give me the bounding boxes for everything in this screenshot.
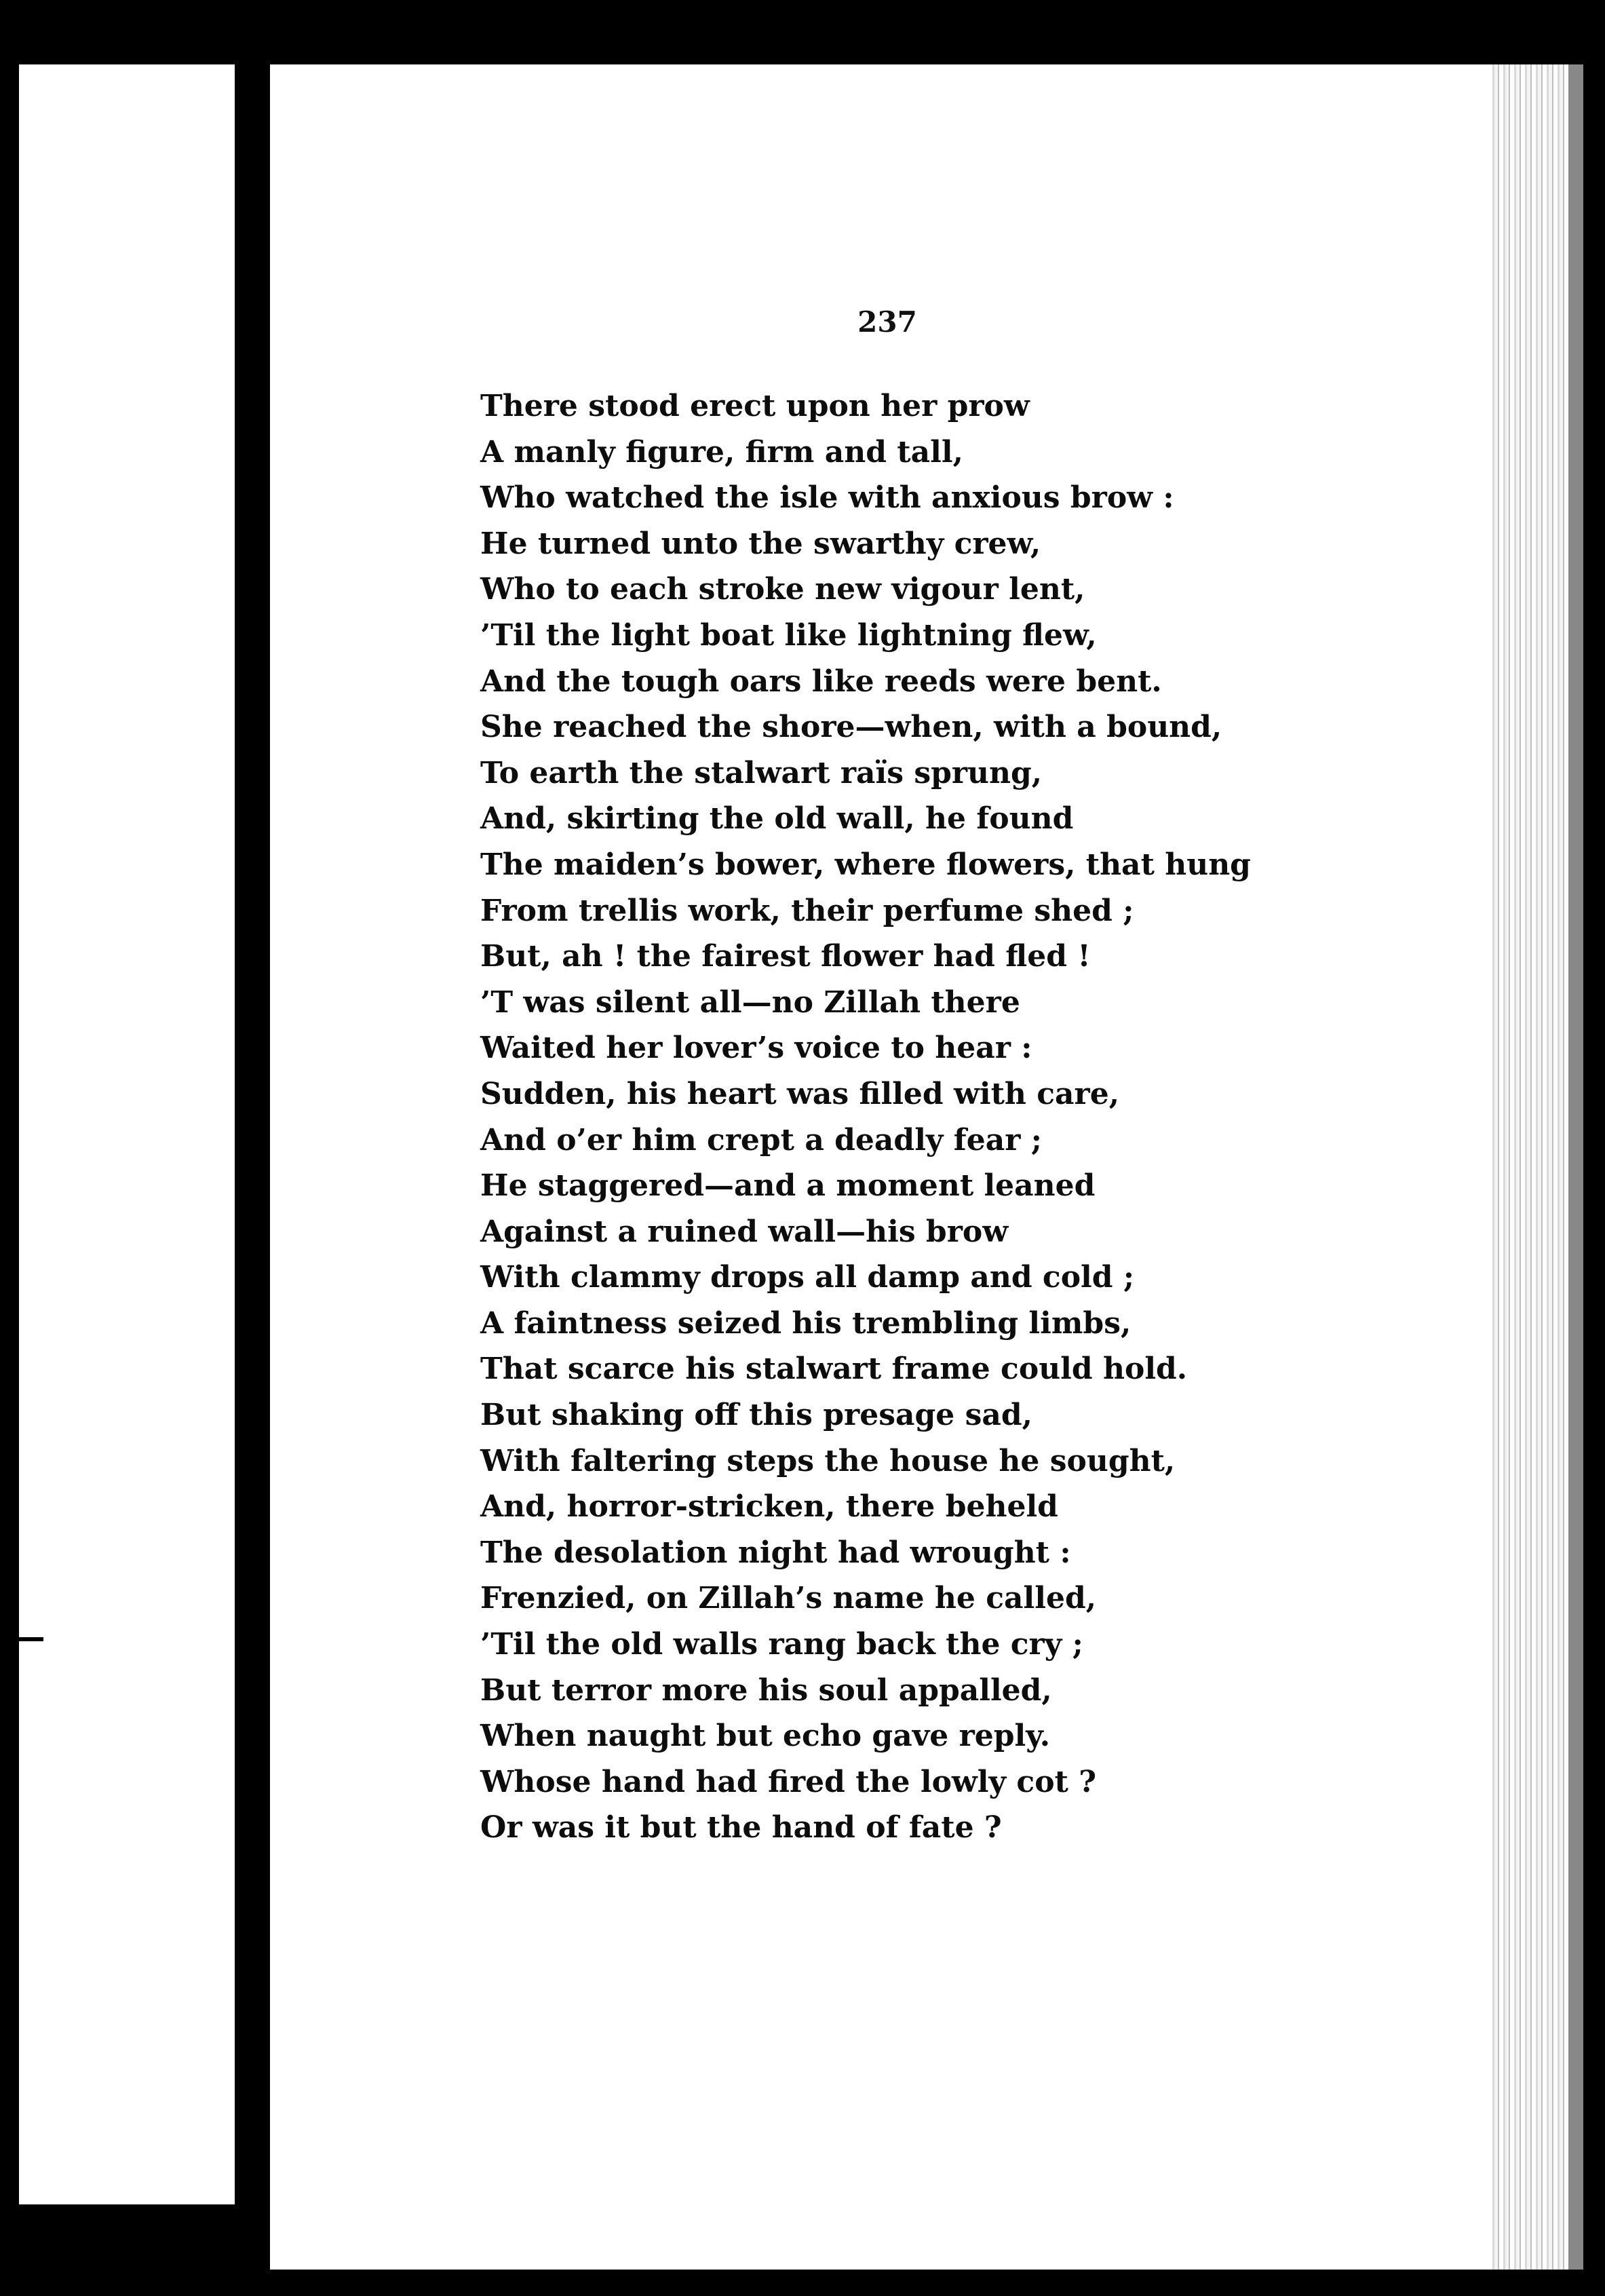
poem-line: To earth the stalwart raïs sprung, [480, 755, 1043, 790]
poem-line: ’Til the old walls rang back the cry ; [480, 1627, 1083, 1662]
poem-line: The desolation night had wrought : [480, 1535, 1071, 1570]
poem-line: From trellis work, their perfume shed ; [480, 893, 1134, 928]
poem-line: A manly figure, firm and tall, [480, 434, 963, 470]
poem-line: And the tough oars like reeds were bent. [480, 664, 1162, 699]
poem-text [480, 383, 1362, 1851]
poem-line: He turned unto the swarthy crew, [480, 526, 1041, 561]
left-page-rule [19, 1637, 43, 1641]
poem-line: With faltering steps the house he sought, [480, 1443, 1176, 1478]
right-page [270, 64, 1583, 2270]
poem-line: Who to each stroke new vigour lent, [480, 572, 1085, 607]
poem-line: She reached the shore—when, with a bound, [480, 710, 1222, 745]
poem-line: And, skirting the old wall, he found [480, 801, 1074, 837]
poem-line: And, horror-stricken, there beheld [480, 1489, 1058, 1525]
page-edge-shadow [1568, 64, 1583, 2270]
poem-line: With clammy drops all damp and cold ; [480, 1260, 1135, 1295]
poem-line: Frenzied, on Zillah’s name he called, [480, 1581, 1097, 1616]
poem-line: Who watched the isle with anxious brow : [480, 480, 1174, 516]
poem-line: Sudden, his heart was filled with care, [480, 1076, 1120, 1111]
poem-line: That scarce his stalwart frame could hold. [480, 1352, 1188, 1387]
poem-line: The maiden’s bower, where flowers, that hung [480, 847, 1251, 882]
poem-line: But, ah ! the fairest flower had fled ! [480, 939, 1091, 974]
poem-line: And o’er him crept a deadly fear ; [480, 1122, 1042, 1157]
poem-line: ’Til the light boat like lightning flew, [480, 617, 1097, 653]
poem-line: There stood erect upon her prow [480, 389, 1030, 423]
poem-line: Or was it but the hand of fate ? [480, 1810, 1002, 1845]
left-page [19, 64, 235, 2204]
poem-line: He staggered—and a moment leaned [480, 1168, 1096, 1204]
poem-line: But terror more his soul appalled, [480, 1672, 1052, 1708]
poem-line: But shaking off this presage sad, [480, 1398, 1032, 1433]
poem-line: Against a ruined wall—his brow [480, 1214, 1009, 1249]
poem-line: Waited her lover’s voice to hear : [480, 1031, 1032, 1066]
poem-line: Whose hand had fired the lowly cot ? [480, 1764, 1096, 1799]
poem-line: ’T was silent all—no Zillah there [480, 984, 1020, 1020]
page-number: 237 [857, 305, 917, 339]
poem-line: A faintness seized his trembling limbs, [480, 1305, 1132, 1341]
poem-line: When naught but echo gave reply. [480, 1719, 1051, 1754]
